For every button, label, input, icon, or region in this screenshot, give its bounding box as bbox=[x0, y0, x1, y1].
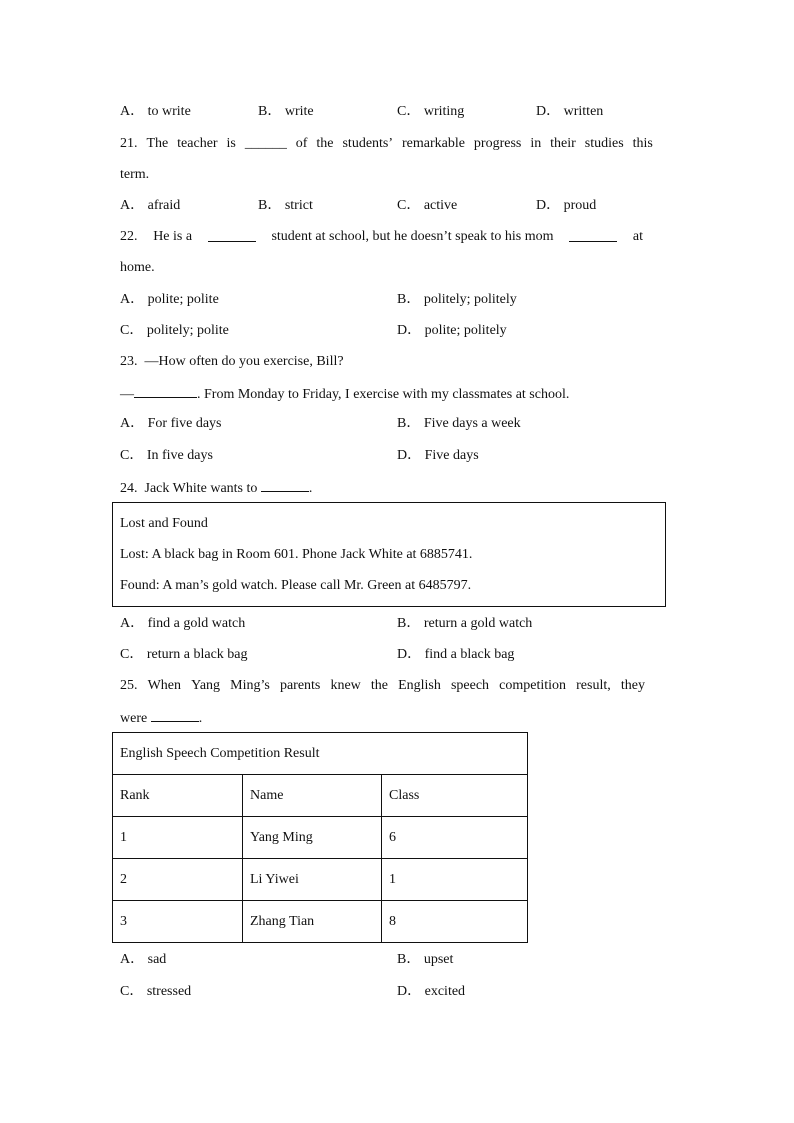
table-header-row bbox=[113, 775, 528, 817]
table-cell: 6 bbox=[382, 817, 528, 859]
table-cell: 8 bbox=[382, 901, 528, 943]
option-letter: C． bbox=[120, 647, 144, 662]
option-letter: C． bbox=[397, 198, 421, 213]
table-cell: Yang Ming bbox=[243, 817, 382, 859]
option-text: write bbox=[284, 104, 314, 119]
table-cell: 1 bbox=[113, 817, 243, 859]
stem-text: . bbox=[308, 481, 313, 496]
q24-option-b bbox=[397, 616, 532, 632]
table-cell: 2 bbox=[113, 859, 243, 901]
word: When bbox=[147, 678, 182, 693]
notice-title: Lost and Found bbox=[120, 516, 208, 531]
q24-option-d bbox=[397, 647, 514, 663]
word: of bbox=[295, 136, 308, 151]
word: Ming’s bbox=[230, 678, 270, 693]
option-letter: B． bbox=[397, 616, 421, 631]
q25-option-d bbox=[397, 984, 465, 1000]
q20-option-a bbox=[120, 104, 191, 120]
answer-blank bbox=[151, 709, 199, 722]
word: result, bbox=[576, 678, 611, 693]
q22-option-c bbox=[120, 323, 229, 339]
option-letter: D． bbox=[397, 323, 422, 338]
question-number: 23. bbox=[120, 354, 138, 369]
option-letter: A． bbox=[120, 104, 145, 119]
option-text: writing bbox=[423, 104, 465, 119]
option-letter: A． bbox=[120, 292, 145, 307]
option-letter: A． bbox=[120, 198, 145, 213]
q25-option-c bbox=[120, 984, 191, 1000]
option-text: politely; politely bbox=[423, 292, 517, 307]
stem-text: Jack White wants to bbox=[144, 481, 258, 496]
option-text: For five days bbox=[147, 416, 222, 431]
notice-found: Found: A man’s gold watch. Please call Mr. Green at 6485797. bbox=[120, 578, 472, 593]
option-text: Five days a week bbox=[423, 416, 521, 431]
table-title-row bbox=[113, 733, 528, 775]
q20-option-c bbox=[397, 104, 464, 120]
option-letter: A． bbox=[120, 952, 145, 967]
option-text: written bbox=[563, 104, 604, 119]
word: progress bbox=[473, 136, 522, 151]
option-text: Five days bbox=[424, 448, 479, 463]
column-header: Rank bbox=[113, 775, 243, 817]
word: in bbox=[530, 136, 542, 151]
option-text: strict bbox=[284, 198, 313, 213]
word: teacher bbox=[177, 136, 218, 151]
option-letter: C． bbox=[120, 323, 144, 338]
answer-text: . From Monday to Friday, I exercise with my classmates at school. bbox=[197, 387, 570, 402]
option-letter: A． bbox=[120, 616, 145, 631]
table-title: English Speech Competition Result bbox=[113, 733, 528, 775]
answer-blank bbox=[208, 229, 256, 242]
question-number: 25. bbox=[120, 678, 138, 693]
q23-option-d bbox=[397, 448, 479, 464]
column-header: Name bbox=[243, 775, 382, 817]
option-letter: D． bbox=[397, 448, 422, 463]
question-text: —How often do you exercise, Bill? bbox=[144, 354, 344, 369]
table-cell: 3 bbox=[113, 901, 243, 943]
notice-lost: Lost: A black bag in Room 601. Phone Jack White at 6885741. bbox=[120, 547, 473, 562]
option-text: politely; polite bbox=[146, 323, 229, 338]
q24-option-c bbox=[120, 647, 248, 663]
option-text: afraid bbox=[147, 198, 181, 213]
word: remarkable bbox=[402, 136, 465, 151]
q22-stem-line1 bbox=[120, 229, 643, 245]
word: parents bbox=[279, 678, 321, 693]
word: students’ bbox=[342, 136, 394, 151]
q25-stem-line2 bbox=[120, 709, 202, 727]
option-letter: B． bbox=[397, 292, 421, 307]
option-text: proud bbox=[563, 198, 597, 213]
option-letter: A． bbox=[120, 416, 145, 431]
stem-text: were bbox=[120, 711, 148, 726]
answer-blank bbox=[134, 385, 197, 398]
option-text: stressed bbox=[146, 984, 192, 999]
competition-result-table bbox=[112, 732, 528, 943]
question-number: 22. bbox=[120, 229, 138, 244]
word: studies bbox=[584, 136, 624, 151]
answer-blank bbox=[569, 229, 617, 242]
q23-answer-line bbox=[120, 385, 569, 403]
q21-option-b bbox=[258, 198, 313, 214]
table-cell: Li Yiwei bbox=[243, 859, 382, 901]
question-number: 21. bbox=[120, 136, 138, 151]
table-row bbox=[113, 859, 528, 901]
q25-option-a bbox=[120, 952, 166, 968]
word: competition bbox=[499, 678, 567, 693]
option-letter: B． bbox=[258, 104, 282, 119]
q20-option-d bbox=[536, 104, 603, 120]
word: Yang bbox=[191, 678, 221, 693]
q24-option-a bbox=[120, 616, 245, 632]
word: is bbox=[226, 136, 236, 151]
option-letter: C． bbox=[397, 104, 421, 119]
q21-option-c bbox=[397, 198, 457, 214]
word: their bbox=[550, 136, 576, 151]
table-row bbox=[113, 817, 528, 859]
option-letter: B． bbox=[258, 198, 282, 213]
q24-stem bbox=[120, 479, 312, 497]
stem-text: at bbox=[632, 229, 643, 244]
q22-option-d bbox=[397, 323, 507, 339]
table-cell: Zhang Tian bbox=[243, 901, 382, 943]
word: The bbox=[146, 136, 169, 151]
option-letter: B． bbox=[397, 952, 421, 967]
option-text: excited bbox=[424, 984, 466, 999]
q23-option-a bbox=[120, 416, 222, 432]
answer-blank: ______ bbox=[244, 136, 287, 151]
option-text: polite; polite bbox=[147, 292, 219, 307]
option-text: sad bbox=[147, 952, 167, 967]
q22-option-a bbox=[120, 292, 219, 308]
option-text: return a gold watch bbox=[423, 616, 533, 631]
word: English bbox=[398, 678, 441, 693]
q21-option-d bbox=[536, 198, 596, 214]
q21-stem-line2: term. bbox=[120, 167, 150, 182]
option-text: find a gold watch bbox=[147, 616, 246, 631]
q22-stem-line2: home. bbox=[120, 260, 155, 275]
word: the bbox=[370, 678, 388, 693]
stem-text: student at school, but he doesn’t speak to his mom bbox=[271, 229, 554, 244]
option-text: active bbox=[423, 198, 458, 213]
option-letter: D． bbox=[536, 198, 561, 213]
answer-blank bbox=[261, 479, 309, 492]
lost-and-found-notice bbox=[112, 502, 666, 607]
dash: — bbox=[120, 387, 134, 402]
word: speech bbox=[450, 678, 490, 693]
stem-text: He is a bbox=[153, 229, 193, 244]
option-letter: C． bbox=[120, 448, 144, 463]
question-number: 24. bbox=[120, 481, 138, 496]
column-header: Class bbox=[382, 775, 528, 817]
option-text: upset bbox=[423, 952, 454, 967]
word: the bbox=[316, 136, 334, 151]
option-letter: C． bbox=[120, 984, 144, 999]
table-cell: 1 bbox=[382, 859, 528, 901]
table-row bbox=[113, 901, 528, 943]
option-text: find a black bag bbox=[424, 647, 515, 662]
q25-option-b bbox=[397, 952, 453, 968]
q22-option-b bbox=[397, 292, 517, 308]
word: they bbox=[620, 678, 645, 693]
option-text: In five days bbox=[146, 448, 213, 463]
option-letter: D． bbox=[397, 647, 422, 662]
q20-option-b bbox=[258, 104, 314, 120]
word: knew bbox=[330, 678, 361, 693]
q25-stem-line1 bbox=[120, 678, 645, 694]
option-text: return a black bag bbox=[146, 647, 248, 662]
option-letter: D． bbox=[536, 104, 561, 119]
q23-question bbox=[120, 354, 344, 370]
q21-stem-line1 bbox=[120, 136, 653, 152]
q21-option-a bbox=[120, 198, 180, 214]
option-letter: D． bbox=[397, 984, 422, 999]
word: this bbox=[632, 136, 653, 151]
stem-text: . bbox=[198, 711, 203, 726]
option-text: polite; politely bbox=[424, 323, 507, 338]
option-text: to write bbox=[147, 104, 191, 119]
q23-option-b bbox=[397, 416, 521, 432]
option-letter: B． bbox=[397, 416, 421, 431]
q23-option-c bbox=[120, 448, 213, 464]
